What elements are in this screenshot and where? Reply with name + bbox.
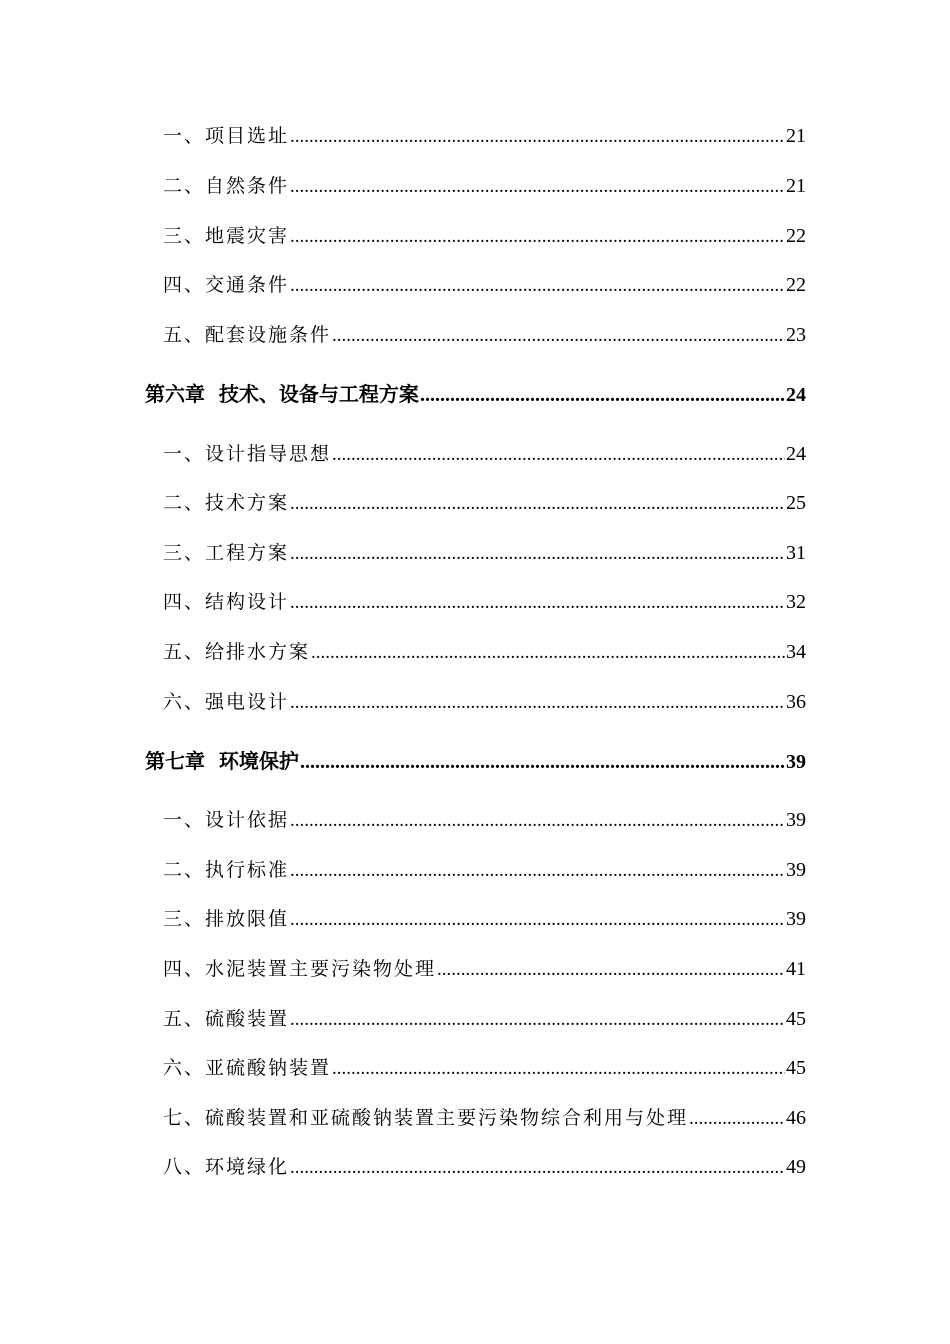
toc-page-number: 39 <box>786 809 806 831</box>
toc-entry-earthquake[interactable] <box>163 221 806 251</box>
toc-page-number: 31 <box>786 542 806 564</box>
toc-entry-title: 三、排放限值 <box>163 908 290 930</box>
toc-entry-title: 四、水泥装置主要污染物处理 <box>163 958 437 980</box>
toc-chapter-7[interactable] <box>145 746 806 776</box>
toc-entry-emission-limits[interactable] <box>163 904 806 934</box>
toc-page-number: 34 <box>786 641 806 663</box>
toc-entry-title: 五、给排水方案 <box>163 641 311 663</box>
toc-dot-leader <box>332 1053 785 1084</box>
toc-dot-leader <box>290 221 785 252</box>
toc-chapter-title: 第六章 技术、设备与工程方案 <box>145 382 419 406</box>
toc-page-number: 45 <box>786 1057 806 1079</box>
toc-chapter-title: 第七章 环境保护 <box>145 749 299 773</box>
toc-entry-title: 三、工程方案 <box>163 542 290 564</box>
toc-entry-title: 七、硫酸装置和亚硫酸钠装置主要污染物综合利用与处理 <box>163 1107 689 1129</box>
toc-dot-leader <box>290 687 785 718</box>
toc-dot-leader <box>290 1004 785 1035</box>
toc-entry-structure-design[interactable] <box>163 587 806 617</box>
toc-dot-leader <box>290 488 785 519</box>
toc-entry-title: 一、项目选址 <box>163 125 290 147</box>
toc-entry-technical-plan[interactable] <box>163 488 806 518</box>
toc-dot-leader <box>290 805 785 836</box>
toc-page-number: 24 <box>786 384 806 406</box>
toc-page-number: 24 <box>786 443 806 465</box>
toc-dot-leader <box>290 904 785 935</box>
toc-entry-title: 六、亚硫酸钠装置 <box>163 1057 332 1079</box>
toc-page-number: 49 <box>786 1156 806 1178</box>
toc-page-number: 22 <box>786 274 806 296</box>
toc-dot-leader <box>290 1152 785 1183</box>
toc-entry-design-guideline[interactable] <box>163 439 806 469</box>
toc-page-number: 41 <box>786 958 806 980</box>
toc-entry-sodium-sulfite[interactable] <box>163 1053 806 1083</box>
toc-entry-title: 五、硫酸装置 <box>163 1008 290 1030</box>
toc-dot-leader <box>332 439 785 470</box>
toc-entry-engineering-plan[interactable] <box>163 538 806 568</box>
toc-entry-title: 四、交通条件 <box>163 274 290 296</box>
toc-chapter-6[interactable] <box>145 379 806 409</box>
toc-dot-leader <box>332 320 785 351</box>
toc-entry-natural-conditions[interactable] <box>163 171 806 201</box>
toc-dot-leader <box>689 1103 785 1134</box>
toc-entry-project-site[interactable] <box>163 121 806 151</box>
toc-entry-standards[interactable] <box>163 855 806 885</box>
toc-entry-water-plan[interactable] <box>163 637 806 667</box>
toc-page-number: 32 <box>786 591 806 613</box>
toc-dot-leader <box>420 379 785 410</box>
toc-entry-title: 二、执行标准 <box>163 859 290 881</box>
toc-entry-design-basis[interactable] <box>163 805 806 835</box>
toc-page-number: 22 <box>786 225 806 247</box>
toc-entry-title: 四、结构设计 <box>163 591 290 613</box>
toc-page-number: 25 <box>786 492 806 514</box>
toc-entry-title: 一、设计依据 <box>163 809 290 831</box>
toc-page-number: 23 <box>786 324 806 346</box>
toc-entry-title: 六、强电设计 <box>163 691 290 713</box>
toc-dot-leader <box>290 855 785 886</box>
toc-entry-title: 五、配套设施条件 <box>163 324 332 346</box>
toc-page-number: 39 <box>786 908 806 930</box>
toc-page-number: 21 <box>786 125 806 147</box>
toc-entry-cement-pollutants[interactable] <box>163 954 806 984</box>
toc-entry-title: 三、地震灾害 <box>163 225 290 247</box>
toc-page-number: 39 <box>786 859 806 881</box>
toc-dot-leader <box>300 746 785 777</box>
toc-entry-power-design[interactable] <box>163 687 806 717</box>
toc-page-number: 39 <box>786 751 806 773</box>
toc-entry-traffic[interactable] <box>163 270 806 300</box>
toc-page-number: 45 <box>786 1008 806 1030</box>
toc-entry-greening[interactable] <box>163 1152 806 1182</box>
toc-entry-title: 二、自然条件 <box>163 175 290 197</box>
toc-dot-leader <box>437 954 785 985</box>
toc-dot-leader <box>290 171 785 202</box>
toc-page-number: 46 <box>786 1107 806 1129</box>
toc-entry-supporting-facilities[interactable] <box>163 320 806 350</box>
toc-entry-title: 一、设计指导思想 <box>163 443 332 465</box>
toc-dot-leader <box>290 121 785 152</box>
toc-page-number: 36 <box>786 691 806 713</box>
toc-entry-title: 八、环境绿化 <box>163 1156 290 1178</box>
toc-page-number: 21 <box>786 175 806 197</box>
toc-dot-leader <box>290 587 785 618</box>
toc-dot-leader <box>290 538 785 569</box>
toc-entry-sulfuric-acid[interactable] <box>163 1004 806 1034</box>
toc-dot-leader <box>290 270 785 301</box>
toc-entry-pollutant-utilization[interactable] <box>163 1103 806 1133</box>
toc-dot-leader <box>311 637 785 668</box>
toc-entry-title: 二、技术方案 <box>163 492 290 514</box>
